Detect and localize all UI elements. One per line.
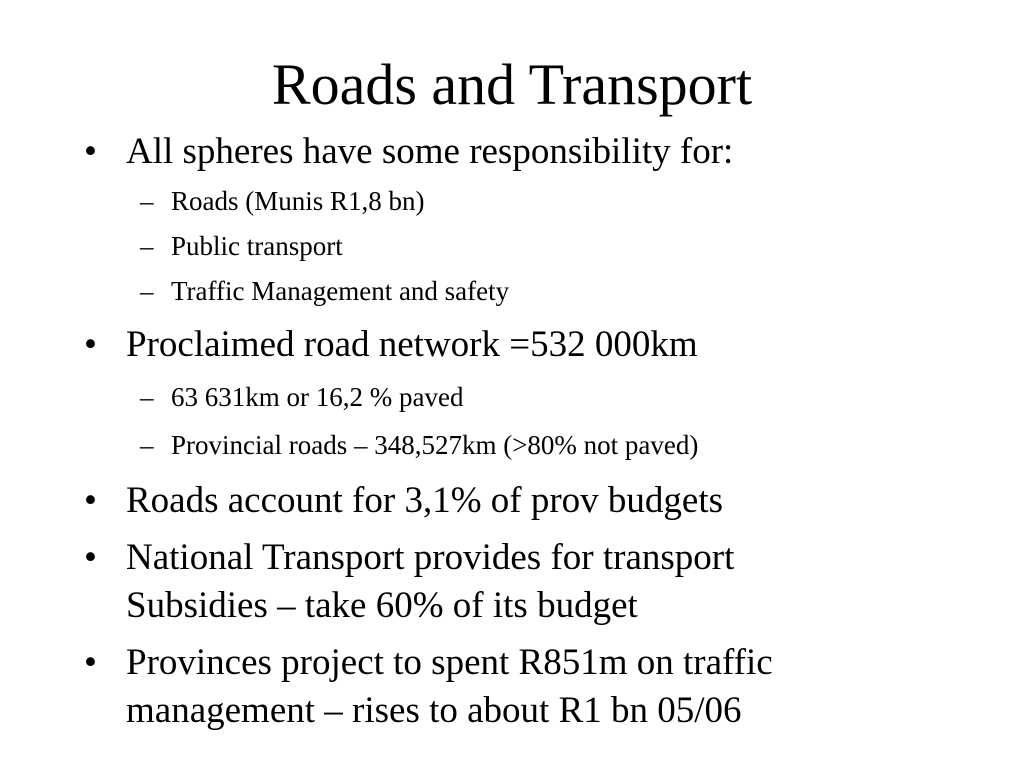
- subbullet-text: Traffic Management and safety: [171, 276, 510, 306]
- bullet-icon: •: [84, 537, 97, 578]
- subbullet-text: Provincial roads – 348,527km (>80% not paved): [171, 430, 699, 460]
- subbullet-text: Roads (Munis R1,8 bn): [171, 186, 425, 216]
- bullet-icon: •: [84, 642, 97, 683]
- bullet-icon: •: [84, 131, 97, 172]
- bullet-icon: •: [84, 480, 97, 521]
- subbullet-text: Public transport: [171, 231, 343, 261]
- bullet-text: Roads account for 3,1% of prov budgets: [126, 480, 724, 521]
- dash-icon: –: [140, 231, 154, 261]
- bullet-text-line-1: Provinces project to spent R851m on traffic: [126, 642, 773, 683]
- dash-icon: –: [140, 382, 154, 412]
- dash-icon: –: [140, 430, 154, 460]
- bullet-text-line-2: management – rises to about R1 bn 05/06: [126, 690, 742, 731]
- bullet-text-line-1: National Transport provides for transport: [126, 537, 735, 578]
- dash-icon: –: [140, 276, 154, 306]
- bullet-icon: •: [84, 324, 97, 365]
- bullet-text-line-2: Subsidies – take 60% of its budget: [126, 585, 638, 626]
- bullet-text: All spheres have some responsibility for:: [126, 131, 734, 172]
- bullet-text: Proclaimed road network =532 000km: [126, 324, 698, 365]
- dash-icon: –: [140, 186, 154, 216]
- slide-title: Roads and Transport: [271, 52, 753, 117]
- subbullet-text: 63 631km or 16,2 % paved: [171, 382, 464, 412]
